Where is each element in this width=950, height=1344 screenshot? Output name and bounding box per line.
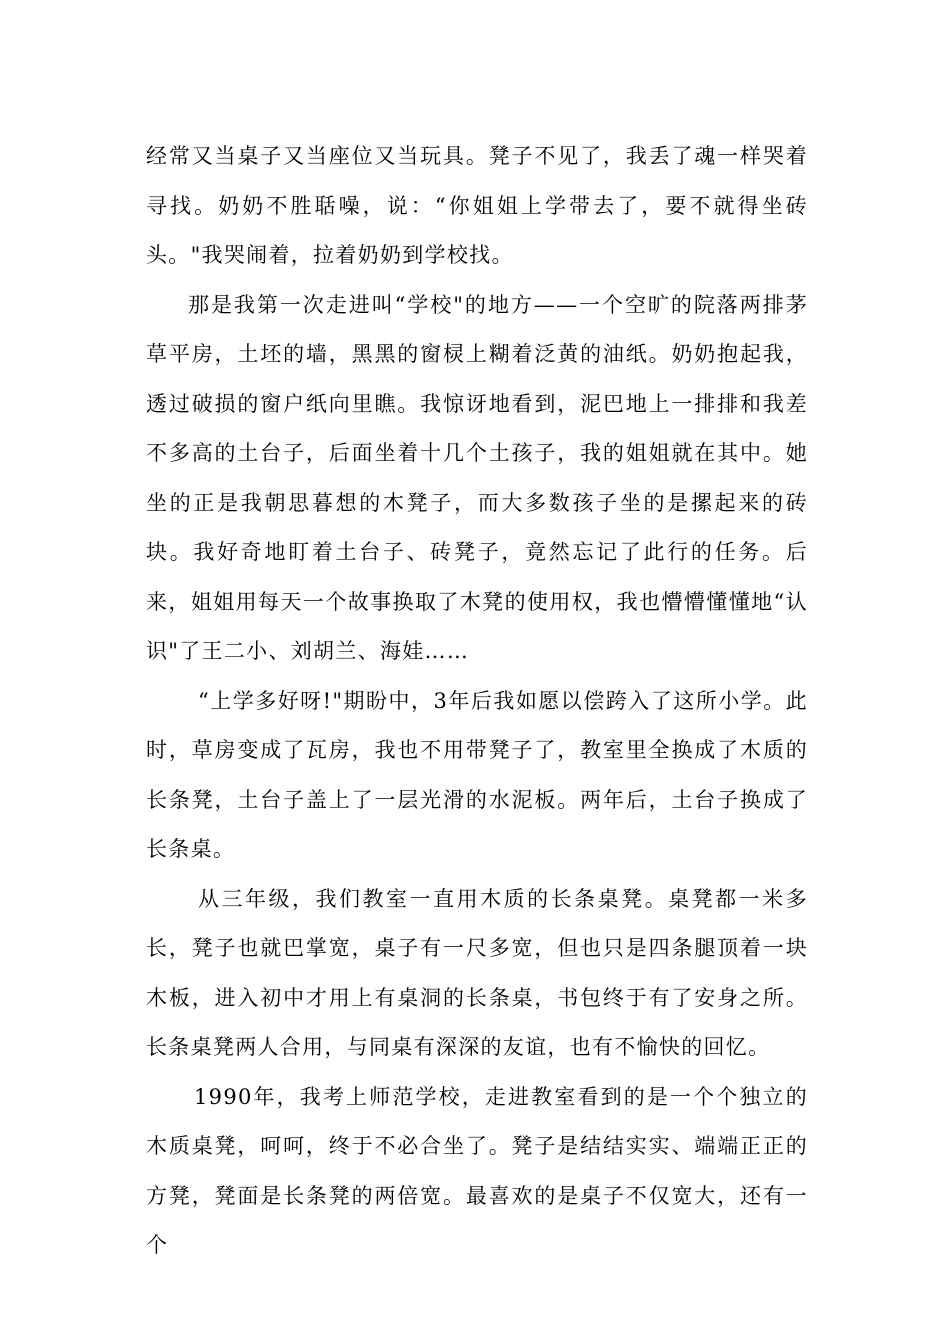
- body-text: [146, 132, 808, 1271]
- paragraph-2: 那是我第一次走进叫“学校"的地方——一个空旷的院落两排茅草平房，土坯的墙，黑黑的窗棂上糊着泛黄的油纸。奶奶抱起我，透过破损的窗户纸向里瞧。我惊讶地看到，泥巴地上一排排和我差不多高的土台子，后面坐着十几个土孩子，我的姐姐就在其中。她坐的正是我朝思暮想的木凳子，而大多数孩子坐的是摞起来的砖块。我好奇地盯着土台子、砖凳子，竟然忘记了此行的任务。后来，姐姐用每天一个故事换取了木凳的使用权，我也懵懵懂懂地“认识"了王二小、刘胡兰、海娃……: [146, 292, 808, 663]
- paragraph-1: 经常又当桌子又当座位又当玩具。凳子不见了，我丢了魂一样哭着寻找。奶奶不胜聒噪，说：“你姐姐上学带去了，要不就得坐砖头。"我哭闹着，拉着奶奶到学校找。: [146, 144, 808, 267]
- paragraph-3: “上学多好呀!"期盼中，3年后我如愿以偿跨入了这所小学。此时，草房变成了瓦房，我也不用带凳子了，教室里全换成了木质的长条凳，土台子盖上了一层光滑的水泥板。两年后，土台子换成了长条桌。: [146, 688, 808, 861]
- paragraph-4: 从三年级，我们教室一直用木质的长条桌凳。桌凳都一米多长，凳子也就巴掌宽，桌子有一尺多宽，但也只是四条腿顶着一块木板，进入初中才用上有桌洞的长条桌，书包终于有了安身之所。长条桌凳两人合用，与同桌有深深的友谊，也有不愉快的回忆。: [146, 886, 808, 1059]
- paragraph-5: 1990年，我考上师范学校，走进教室看到的是一个个独立的木质桌凳，呵呵，终于不必合坐了。凳子是结结实实、端端正正的方凳，凳面是长条凳的两倍宽。最喜欢的是桌子不仅宽大，还有一个: [146, 1084, 808, 1257]
